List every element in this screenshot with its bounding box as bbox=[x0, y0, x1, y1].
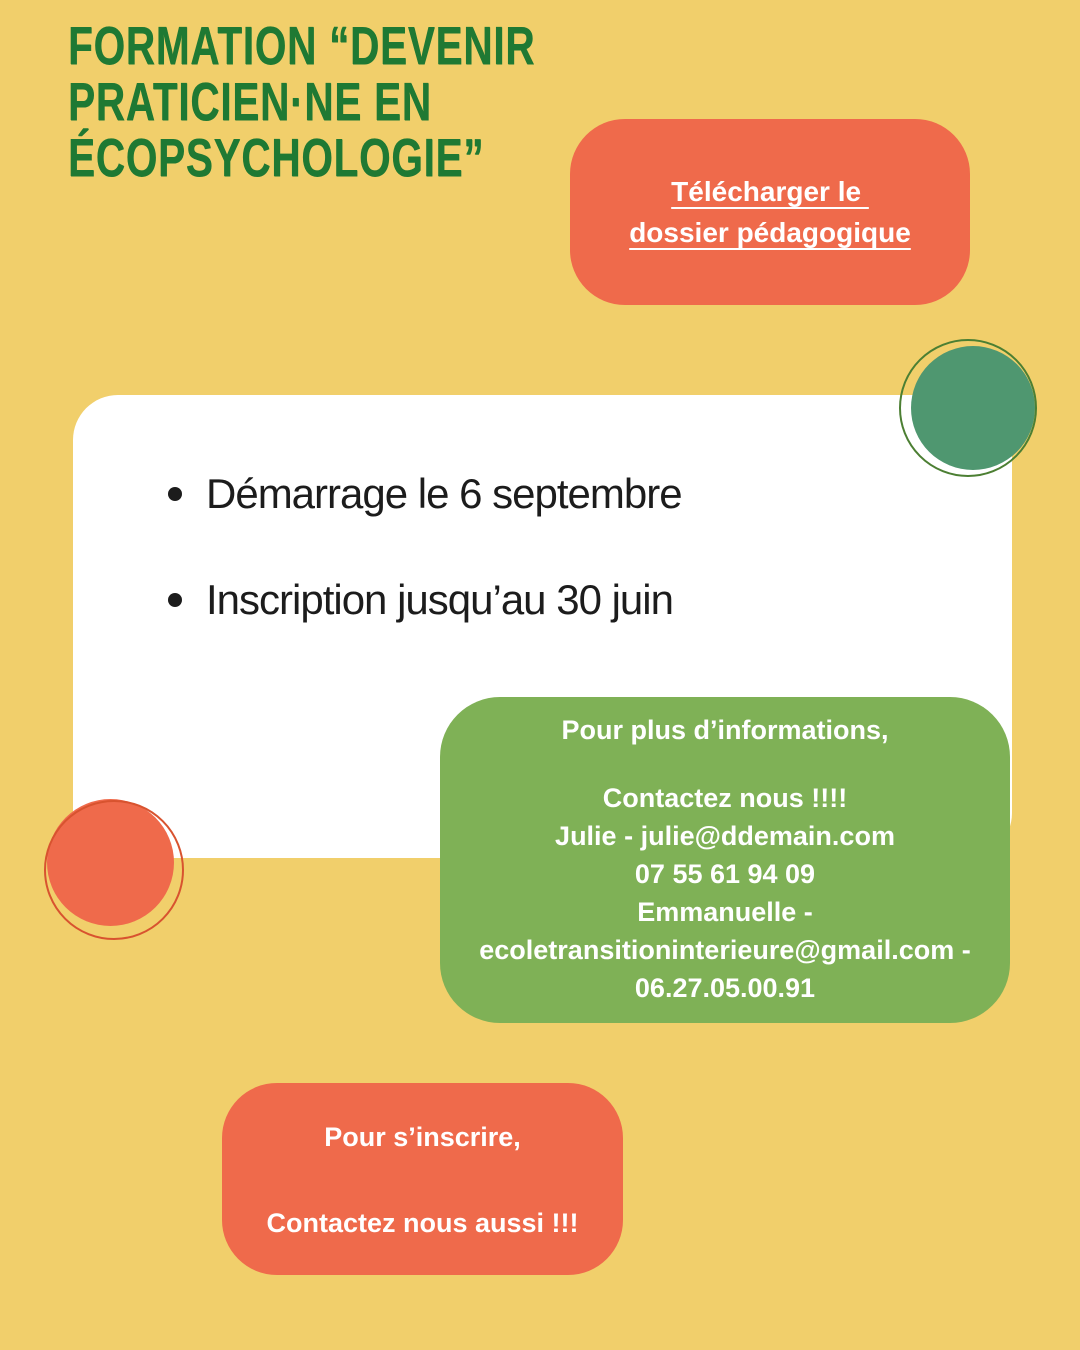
contact-emmanuelle-phone: 06.27.05.00.91 bbox=[634, 973, 816, 1003]
download-dossier-link-line-1[interactable]: Télécharger le bbox=[671, 176, 869, 207]
contact-julie-email: Julie - julie@ddemain.com bbox=[555, 821, 895, 851]
contact-call-to-action: Contactez nous !!!! bbox=[602, 783, 848, 813]
contact-julie-phone: 07 55 61 94 09 bbox=[634, 859, 816, 889]
download-dossier-link-line-2[interactable]: dossier pédagogique bbox=[629, 217, 911, 248]
contact-emmanuelle-name: Emmanuelle - bbox=[637, 897, 813, 927]
page-title bbox=[68, 18, 608, 186]
signup-call-to-action: Contactez nous aussi !!! bbox=[266, 1208, 579, 1238]
signup-heading: Pour s’inscrire, bbox=[324, 1122, 521, 1152]
green-circle-outline-decoration bbox=[899, 339, 1037, 477]
list-item-start-date bbox=[168, 466, 682, 522]
spacer bbox=[440, 749, 1010, 779]
registration-deadline-text: Inscription jusqu’au 30 juin bbox=[206, 576, 673, 623]
contact-emmanuelle-email: ecoletransitioninterieure@gmail.com - bbox=[479, 935, 971, 965]
bullet-icon bbox=[168, 593, 182, 607]
page-title-line-3: ÉCOPSYCHOLOGIE” bbox=[68, 128, 485, 188]
signup-box bbox=[222, 1083, 623, 1275]
spacer bbox=[222, 1155, 623, 1205]
contact-info-heading: Pour plus d’informations, bbox=[561, 715, 889, 745]
download-dossier-button[interactable] bbox=[570, 119, 970, 305]
contact-info-box bbox=[440, 697, 1010, 1023]
page-title-line-1: FORMATION “DEVENIR bbox=[68, 16, 536, 76]
page-title-line-2: PRATICIEN·NE EN bbox=[68, 72, 432, 132]
start-date-text: Démarrage le 6 septembre bbox=[206, 470, 682, 517]
orange-circle-outline-decoration bbox=[44, 800, 184, 940]
bullet-icon bbox=[168, 487, 182, 501]
list-item-registration-deadline bbox=[168, 572, 673, 628]
